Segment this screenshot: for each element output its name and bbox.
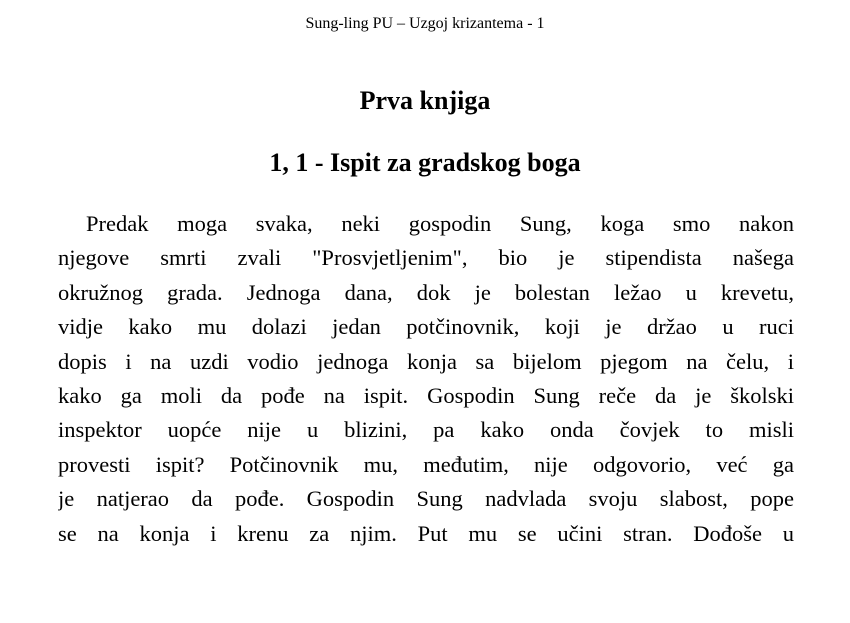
- text-line: provesti ispit? Potčinovnik mu, međutim, nije odgovorio, već ga: [58, 451, 794, 477]
- text-line: njegove smrti zvali "Prosvjetljenim", bio je stipendista našega: [58, 245, 794, 271]
- text-line: se na konja i krenu za njim. Put mu se učini stran. Dođoše u: [58, 520, 794, 546]
- text-line: Predak moga svaka, neki gospodin Sung, koga smo nakon: [86, 211, 794, 236]
- running-header: Sung-ling PU – Uzgoj krizantema - 1: [305, 15, 545, 32]
- text-line: okružnog grada. Jednoga dana, dok je bolestan ležao u krevetu,: [58, 279, 794, 305]
- text-line: inspektor uopće nije u blizini, pa kako onda čovjek to misli: [58, 417, 794, 443]
- chapter-title: 1, 1 - Ispit za gradskog boga: [269, 148, 581, 177]
- book-title: Prva knjiga: [359, 86, 491, 115]
- text-line: dopis i na uzdi vodio jednoga konja sa bijelom pjegom na čelu, i: [58, 348, 794, 374]
- text-line: vidje kako mu dolazi jedan potčinovnik, koji je držao u ruci: [58, 314, 794, 340]
- text-line: je natjerao da pođe. Gospodin Sung nadvlada svoju slabost, pope: [58, 486, 794, 512]
- body-paragraph: [58, 207, 794, 551]
- text-line: kako ga moli da pođe na ispit. Gospodin Sung reče da je školski: [58, 382, 794, 408]
